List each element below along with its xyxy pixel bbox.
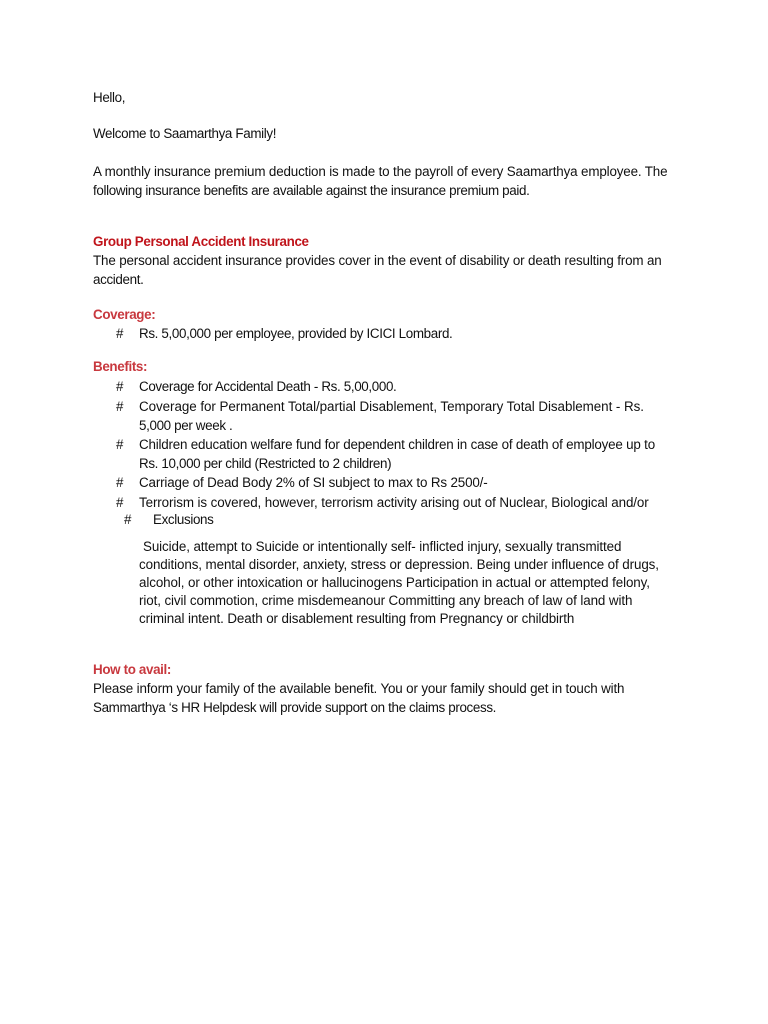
exclusions-paragraph — [139, 538, 676, 628]
section-desc-line-2: accident. — [93, 272, 144, 287]
exclusions-line-5: criminal intent. Death or disablement resulting from Pregnancy or childbirth — [139, 611, 575, 626]
coverage-item: Rs. 5,00,000 per employee, provided by ICICI Lombard. — [139, 326, 453, 341]
exclusions-line-3: alcohol, or other intoxication or hallucinogens Participation in actual or attempted felony, — [139, 575, 650, 590]
bullet-hash: # — [116, 379, 124, 394]
benefit-item: Coverage for Permanent Total/partial Disablement, Temporary Total Disablement - Rs. — [139, 399, 644, 414]
coverage-heading: Coverage: — [93, 307, 156, 322]
how-to-avail-line-1: Please inform your family of the available benefit. You or your family should get in touch with — [93, 681, 625, 696]
how-to-avail-line-2 — [93, 698, 496, 717]
bullet-hash: # — [116, 326, 124, 341]
benefit-item: Coverage for Accidental Death - Rs. 5,00,000. — [139, 379, 397, 394]
bullet-hash: # — [124, 512, 132, 527]
exclusions-line-4: riot, civil commotion, crime misdemeanour Committing any breach of law of land with — [139, 593, 633, 608]
greeting: Hello, — [93, 90, 126, 105]
how-to-avail-heading: How to avail: — [93, 662, 172, 677]
exclusions-line-2: conditions, mental disorder, anxiety, stress or depression. Being under influence of drugs, — [139, 557, 659, 572]
intro-line-1: A monthly insurance premium deduction is made to the payroll of every Saamarthya employee. The — [93, 164, 668, 179]
benefit-item: Children education welfare fund for dependent children in case of death of employee up to — [139, 437, 655, 452]
section-title: Group Personal Accident Insurance — [93, 234, 309, 249]
benefits-heading: Benefits: — [93, 359, 148, 374]
exclusions-line-1: Suicide, attempt to Suicide or intentionally self- inflicted injury, sexually transmitted — [143, 539, 622, 554]
company-possessive: Sammarthya ‘s — [93, 700, 182, 715]
hr-helpdesk-link[interactable]: HR Helpdesk — [181, 700, 257, 715]
bullet-hash: # — [116, 495, 124, 510]
bullet-hash: # — [116, 437, 124, 452]
section-desc-line-1: The personal accident insurance provides cover in the event of disability or death resulting from an — [93, 253, 662, 268]
bullet-hash: # — [116, 399, 124, 414]
bullet-hash: # — [116, 475, 124, 490]
benefit-item-continuation: 5,000 per week . — [139, 418, 233, 433]
intro-line-2: following insurance benefits are available against the insurance premium paid. — [93, 183, 530, 198]
benefit-item-exclusions: Exclusions — [153, 512, 214, 527]
benefit-item: Carriage of Dead Body 2% of SI subject to max to Rs 2500/- — [139, 475, 488, 490]
welcome-line: Welcome to Saamarthya Family! — [93, 126, 277, 141]
benefit-item: Terrorism is covered, however, terrorism activity arising out of Nuclear, Biological and/or — [139, 495, 649, 510]
benefit-item-continuation: Rs. 10,000 per child (Restricted to 2 children) — [139, 456, 392, 471]
claims-support-text: will provide support on the claims process. — [256, 700, 497, 715]
